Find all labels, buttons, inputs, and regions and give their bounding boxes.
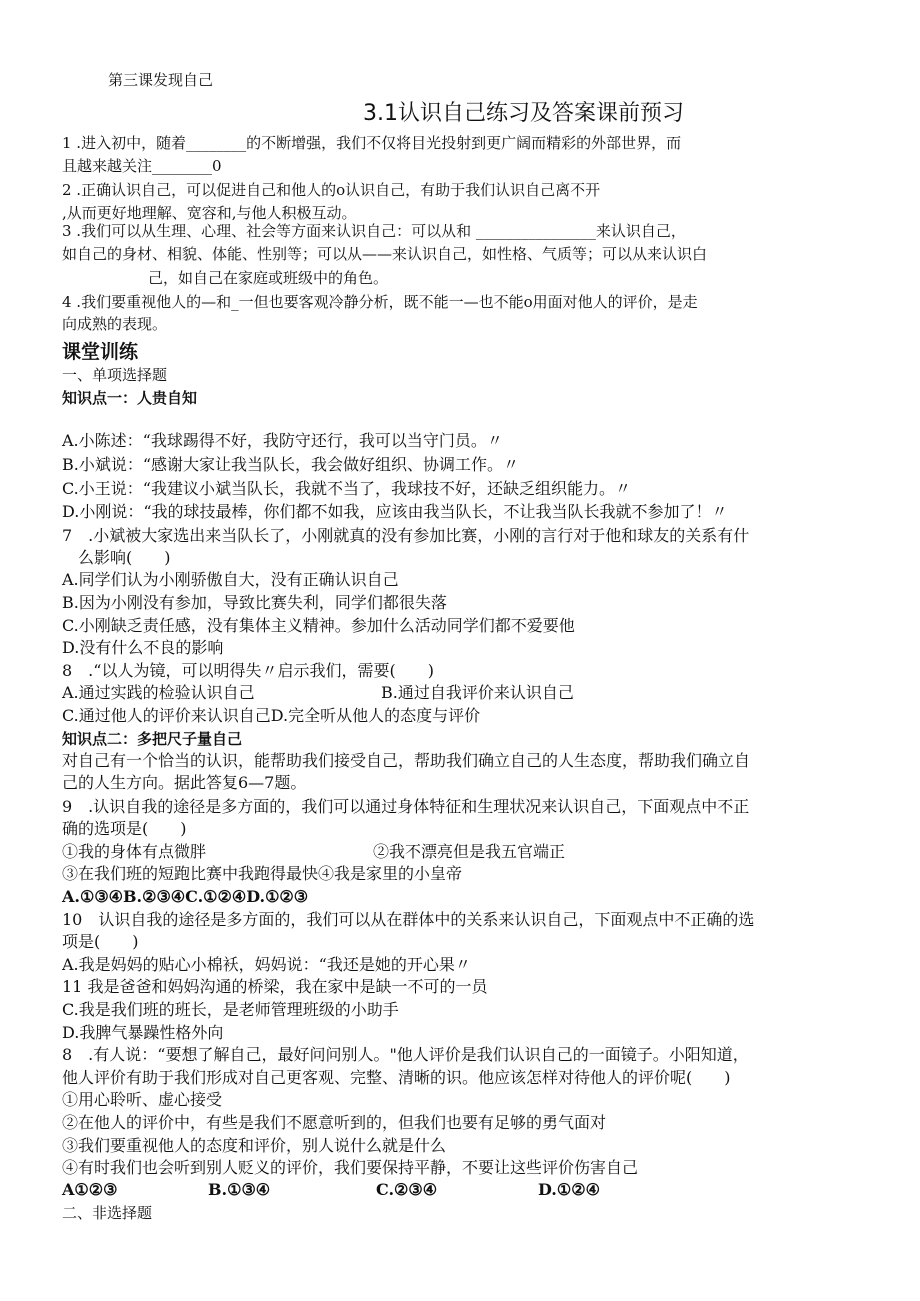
option-line: ④有时我们也会听到别人贬义的评价，我们要保持平静，不要让这些评价伤害自己 xyxy=(62,1158,639,1177)
preview-line: 且越来越关注________0 xyxy=(62,157,222,175)
question-stem: 10 认识自我的途径是多方面的，我们可以从在群体中的关系来认识自己，下面观点中不正确的选 xyxy=(62,910,755,929)
preview-line: 2 .正确认识自己，可以促进自己和他人的o认识自己，有助于我们认识自己离不开 xyxy=(62,181,601,199)
option-line: ③在我们班的短跑比赛中我跑得最快④我是家里的小皇帝 xyxy=(62,864,463,883)
option-line: ①我的身体有点微胖 xyxy=(62,842,207,861)
preview-line: 3 .我们可以从生理、心理、社会等方面来认识自己：可以从和 ________________来认识自己， xyxy=(62,222,686,240)
answer-choice: D.①②④ xyxy=(538,1180,600,1199)
page-title: 3.1认识自己练习及答案课前预习 xyxy=(363,101,684,126)
answer-choice: B.①③④ xyxy=(208,1180,271,1199)
option-line: D.我脾气暴躁性格外向 xyxy=(62,1023,224,1042)
preview-line: 1 .进入初中，随着________的不断增强，我们不仅将目光投射到更广阔而精彩的外部世界，而 xyxy=(62,134,682,152)
answer-choices: A.①③④B.②③④C.①②④D.①②③ xyxy=(62,887,309,906)
option-line: ①用心聆听、虚心接受 xyxy=(62,1090,223,1109)
option-line: 11 我是爸爸和妈妈沟通的桥梁，我在家中是缺一不可的一员 xyxy=(62,977,488,996)
option-line: D.小刚说：“我的球技最棒，你们都不如我，应该由我当队长，不让我当队长我就不参加了！〃 xyxy=(62,502,728,521)
answer-choice: C.②③④ xyxy=(376,1180,438,1199)
option-line: B.通过自我评价来认识自己 xyxy=(381,683,574,702)
option-line: D.没有什么不良的影响 xyxy=(62,638,224,657)
question-stem: 8 .有人说：“要想了解自己，最好问问别人。"他人评价是我们认识自己的一面镜子。小阳知道， xyxy=(62,1045,749,1064)
option-line: ③我们要重视他人的态度和评价，别人说什么就是什么 xyxy=(62,1136,447,1155)
option-line: C.通过他人的评价来认识自己D.完全听从他人的态度与评价 xyxy=(62,706,481,725)
part-heading: 一、单项选择题 xyxy=(62,366,168,384)
preview-line: 4 .我们要重视他人的—和_一但也要客观冷静分析，既不能一—也不能o用面对他人的评价，是走 xyxy=(62,293,698,311)
option-line: A.通过实践的检验认识自己 xyxy=(62,683,255,702)
part-heading: 二、非选择题 xyxy=(62,1204,153,1222)
question-stem: 7 .小斌被大家选出来当队长了，小刚就真的没有参加比赛，小刚的言行对于他和球友的关系有什 xyxy=(62,526,750,545)
preview-line: ,从而更好地理解、宽容和,与他人积极互动。 xyxy=(62,204,357,222)
option-line: ②我不漂亮但是我五官端正 xyxy=(373,842,566,861)
option-line: ②在他人的评价中，有些是我们不愿意听到的，但我们也要有足够的勇气面对 xyxy=(62,1113,607,1132)
knowledge-point-heading: 知识点一：人贵自知 xyxy=(62,389,198,407)
option-line: C.我是我们班的班长，是老师管理班级的小助手 xyxy=(62,1000,399,1019)
option-line: C.小王说：“我建议小斌当队长，我就不当了，我球技不好，还缺乏组织能力。〃 xyxy=(62,479,631,498)
question-stem: 他人评价有助于我们形成对自己更客观、完整、清晰的识。他应该怎样对待他人的评价呢( ) xyxy=(62,1068,731,1087)
question-stem: 确的选项是( ) xyxy=(62,819,187,838)
question-stem: 项是( ) xyxy=(62,932,139,951)
preview-line: 己，如自己在家庭或班级中的角色。 xyxy=(148,269,389,287)
option-line: A.我是妈妈的贴心小棉袄，妈妈说：“我还是她的开心果〃 xyxy=(62,955,471,974)
answer-choice: A①②③ xyxy=(62,1180,118,1199)
knowledge-point-heading: 知识点二：多把尺子量自己 xyxy=(62,730,243,748)
question-stem: 8 .“以人为镜，可以明得失〃启示我们，需要( ) xyxy=(62,661,434,680)
question-stem: 么影响( ) xyxy=(78,548,171,567)
paragraph-line: 对自己有一个恰当的认识，能帮助我们接受自己，帮助我们确立自己的人生态度，帮助我们确立自 xyxy=(62,751,751,770)
option-line: B.因为小刚没有参加，导致比赛失利，同学们都很失落 xyxy=(62,593,447,612)
question-stem: 9 .认识自我的途径是多方面的，我们可以通过身体特征和生理状况来认识自己，下面观点中不正 xyxy=(62,797,750,816)
section-title: 课堂训练 xyxy=(62,341,139,363)
option-line: B.小斌说：“感谢大家让我当队长，我会做好组织、协调工作。〃 xyxy=(62,455,520,474)
lesson-label: 第三课发现自己 xyxy=(108,71,214,89)
option-line: A.小陈述：“我球踢得不好，我防守还行，我可以当守门员。〃 xyxy=(62,431,503,450)
option-line: A.同学们认为小刚骄傲自大，没有正确认识自己 xyxy=(62,570,399,589)
option-line: C.小刚缺乏责任感，没有集体主义精神。参加什么活动同学们都不爱要他 xyxy=(62,616,575,635)
preview-line: 向成熟的表现。 xyxy=(62,315,168,333)
paragraph-line: 己的人生方向。据此答复6—7题。 xyxy=(62,773,307,792)
preview-line: 如自己的身材、相貌、体能、性别等；可以从——来认识自己，如性格、气质等；可以从来认识白 xyxy=(62,245,708,263)
